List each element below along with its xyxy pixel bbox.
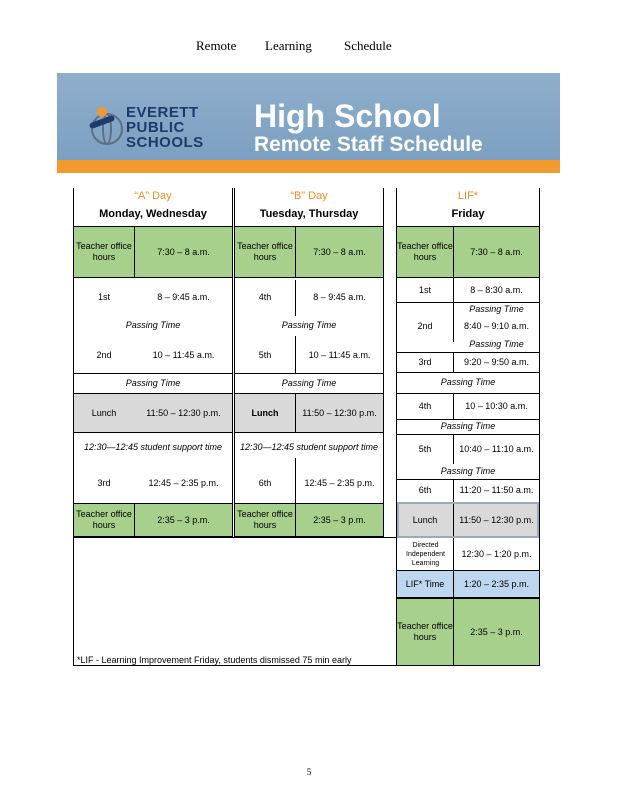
passing-time-label: Passing Time [469,339,524,349]
period-label: 5th [418,443,432,454]
office-hours-time: 2:35 – 3 p.m. [470,626,523,637]
office-hours-time: 7:30 – 8 a.m. [470,246,523,257]
passing-time-label: Passing Time [281,377,337,388]
lunch-label: Lunch [412,514,438,525]
period-label: 6th [258,477,272,488]
directed-learning-label: Directed Independent Learning [406,541,445,567]
table-bottom-border [73,665,540,666]
logo-line-everett: EVERETT [126,104,199,121]
person-icon [97,107,107,117]
footnote-area [73,537,396,666]
document-title [0,38,618,56]
period-time: 8:40 – 9:10 a.m. [463,320,530,331]
office-hours-time: 2:35 – 3 p.m. [157,514,210,525]
period-time: 8 – 8:30 a.m. [470,284,523,295]
passing-time-label: Passing Time [440,421,496,431]
period-label: 4th [258,291,272,302]
header-banner [57,73,560,173]
banner-title: High School [254,98,441,134]
lunch-time: 11:50 – 12:30 p.m. [459,514,534,525]
passing-time-label: Passing Time [469,304,524,314]
period-label: 3rd [97,477,111,488]
column-a-days: Monday, Wednesday [99,208,207,220]
passing-time-label: Passing Time [440,377,496,387]
logo-line-schools: SCHOOLS [126,134,204,151]
column-b-days: Tuesday, Thursday [259,208,359,220]
period-time: 10:40 – 11:10 a.m. [459,443,534,454]
page-number: 5 [306,767,312,777]
lunch-time: 11:50 – 12:30 p.m. [302,407,377,418]
passing-time-label: Passing Time [125,319,181,330]
logo-text [126,105,204,150]
lif-time-value: 1:20 – 2:35 p.m. [463,578,530,589]
column-a-day: “A” Day [134,190,172,202]
office-hours-time: 7:30 – 8 a.m. [313,246,366,257]
banner-orange-stripe [57,160,560,173]
office-hours-label: Teacher office hours [237,509,293,530]
period-time: 12:45 – 2:35 p.m. [304,477,375,488]
period-label: 3rd [418,356,432,367]
column-b-day: “B” Day [290,190,328,202]
period-time: 12:45 – 2:35 p.m. [148,477,219,488]
period-label: 1st [418,284,431,295]
lif-time-label: LIF* Time [405,578,445,589]
schedule-column-a [73,188,233,538]
period-time: 8 – 9:45 a.m. [157,291,210,302]
period-label: 6th [418,485,432,495]
schedule-column-b [234,188,384,538]
passing-time-label: Passing Time [440,466,496,476]
lunch-time: 11:50 – 12:30 p.m. [146,407,221,418]
office-hours-label: Teacher office hours [76,509,132,530]
period-time: 10 – 11:45 a.m. [308,349,371,360]
district-logo [83,99,233,159]
footnote: *LIF - Learning Improvement Friday, students dismissed 75 min early [77,655,352,665]
column-c-days: Friday [451,208,485,220]
title-word-schedule: Schedule [344,38,392,53]
passing-time-label: Passing Time [281,319,337,330]
office-hours-label: Teacher office hours [397,241,453,262]
office-hours-time: 7:30 – 8 a.m. [157,246,210,257]
passing-time-label: Passing Time [125,377,181,388]
period-label: 5th [258,349,272,360]
banner-subtitle: Remote Staff Schedule [254,133,483,156]
period-time: 10 – 11:45 a.m. [152,349,215,360]
period-label: 2nd [96,349,112,360]
title-word-learning: Learning [265,38,312,53]
period-time: 9:20 – 9:50 a.m. [463,356,530,367]
lunch-label: Lunch [91,407,117,418]
directed-learning-time: 12:30 – 1:20 p.m. [461,548,532,559]
period-time: 8 – 9:45 a.m. [313,291,366,302]
period-time: 11:20 – 11:50 a.m. [459,485,534,495]
lunch-label: Lunch [251,407,279,418]
office-hours-label: Teacher office hours [237,241,293,262]
period-label: 1st [97,291,110,302]
period-label: 2nd [417,320,433,331]
office-hours-label: Teacher office hours [76,241,132,262]
schedule-column-c [396,188,540,666]
period-time: 10 – 10:30 a.m. [465,400,528,411]
office-hours-time: 2:35 – 3 p.m. [313,514,366,525]
column-c-day: LIF* [457,190,479,202]
office-hours-label: Teacher office hours [397,621,453,642]
support-time-label: 12:30—12:45 student support time [239,441,379,452]
period-label: 4th [418,400,432,411]
title-word-remote: Remote [196,38,237,53]
logo-line-public: PUBLIC [126,119,185,136]
row-divider [397,372,539,373]
support-time-label: 12:30—12:45 student support time [83,441,223,452]
